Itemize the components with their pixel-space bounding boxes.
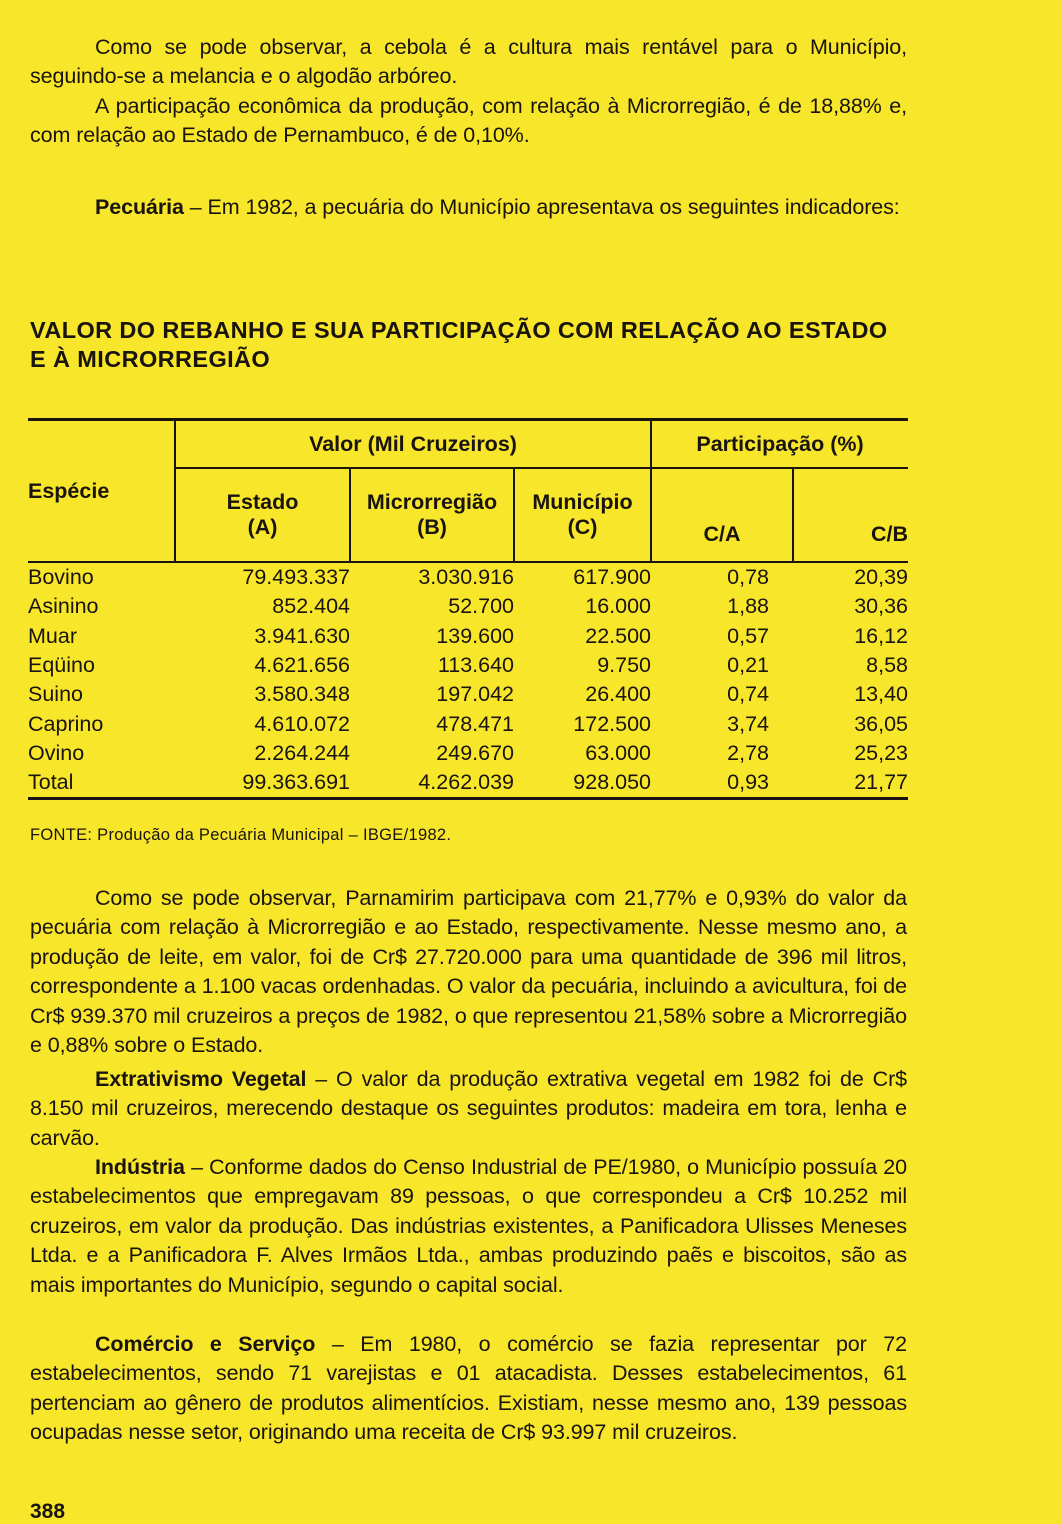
- table-total-row: Total 99.363.691 4.262.039 928.050 0,93 21,77: [28, 768, 908, 799]
- table-title: VALOR DO REBANHO E SUA PARTICIPAÇÃO COM RELAÇÃO AO ESTADO E À MICRORREGIÃO: [30, 317, 888, 372]
- extrativismo-title: Extrativismo Vegetal: [95, 1067, 307, 1091]
- extrativismo-paragraph: Extrativismo Vegetal – O valor da produção extrativa vegetal em 1982 foi de Cr$ 8.150 mil cruzeiros, merecendo destaque os seguintes produtos: madeira em tora, lenha e carvão.: [30, 1067, 907, 1150]
- header-cb: C/B: [793, 468, 908, 562]
- table-row: Caprino 4.610.072 478.471 172.500 3,74 36,05: [28, 711, 908, 736]
- table-row: Ovino 2.264.244 249.670 63.000 2,78 25,23: [28, 740, 908, 765]
- header-ca: C/A: [651, 468, 793, 562]
- header-participacao: Participação (%): [651, 420, 908, 469]
- table-row: Muar 3.941.630 139.600 22.500 0,57 16,12: [28, 623, 908, 648]
- table-source: FONTE: Produção da Pecuária Municipal – IBGE/1982.: [30, 826, 452, 844]
- table-row: Suino 3.580.348 197.042 26.400 0,74 13,40: [28, 682, 908, 707]
- body-paragraph-1: Como se pode observar, Parnamirim participava com 21,77% e 0,93% do valor da pecuária com relação à Microrregião e ao Estado, respectivamente. Nesse mesmo ano, a produção de leite, em valor, foi de Cr$ 27.720.000 para uma quantidade de 396 mil litros, correspondente a 1.100 vacas ordenhadas. O valor da pecuária, incluindo a avicultura, foi de Cr$ 939.370 mil cruzeiros a preços de 1982, o que representou 21,58% sobre a Microrregião e 0,88% sobre o Estado.: [30, 886, 907, 1058]
- intro-paragraph-2: A participação econômica da produção, com relação à Microrregião, é de 18,88% e, com relação ao Estado de Pernambuco, é de 0,10%.: [30, 94, 907, 148]
- table-row: Asinino 852.404 52.700 16.000 1,88 30,36: [28, 594, 908, 619]
- header-valor: Valor (Mil Cruzeiros): [175, 420, 651, 469]
- header-municipio: Município (C): [514, 468, 651, 562]
- table-row: Eqüino 4.621.656 113.640 9.750 0,21 8,58: [28, 653, 908, 678]
- intro-paragraph-1: Como se pode observar, a cebola é a cultura mais rentável para o Município, seguindo-se a melancia e o algodão arbóreo.: [30, 35, 907, 89]
- industria-paragraph: Indústria – Conforme dados do Censo Industrial de PE/1980, o Município possuía 20 estabelecimentos que empregavam 89 pessoas, o que correspondeu a Cr$ 10.252 mil cruzeiros, em valor da produção. Das indústrias existentes, a Panificadora Ulisses Meneses Ltda. e a Panificadora F. Alves Irmãos Ltda., ambas produzindo paẽs e biscoitos, são as mais importantes do Município, segundo o capital social.: [30, 1155, 907, 1297]
- pecuaria-paragraph: Pecuária – Em 1982, a pecuária do Município apresentava os seguintes indicadores:: [95, 195, 900, 219]
- header-estado: Estado (A): [175, 468, 350, 562]
- comercio-title: Comércio e Serviço: [95, 1332, 316, 1356]
- industria-title: Indústria: [95, 1155, 185, 1179]
- header-microrregiao: Microrregião (B): [350, 468, 514, 562]
- livestock-value-table: [28, 418, 908, 800]
- page-number: 388: [30, 1500, 66, 1523]
- header-especie: Espécie: [28, 420, 175, 563]
- comercio-paragraph: Comércio e Serviço – Em 1980, o comércio se fazia representar por 72 estabelecimentos, sendo 71 varejistas e 01 atacadista. Desses estabelecimentos, 61 pertenciam ao gênero de produtos alimentícios. Existiam, nesse mesmo ano, 139 pessoas ocupadas nesse setor, originando uma receita de Cr$ 93.997 mil cruzeiros.: [30, 1332, 907, 1445]
- table-row: Bovino 79.493.337 3.030.916 617.900 0,78 20,39: [28, 565, 908, 590]
- pecuaria-title: Pecuária: [95, 195, 184, 219]
